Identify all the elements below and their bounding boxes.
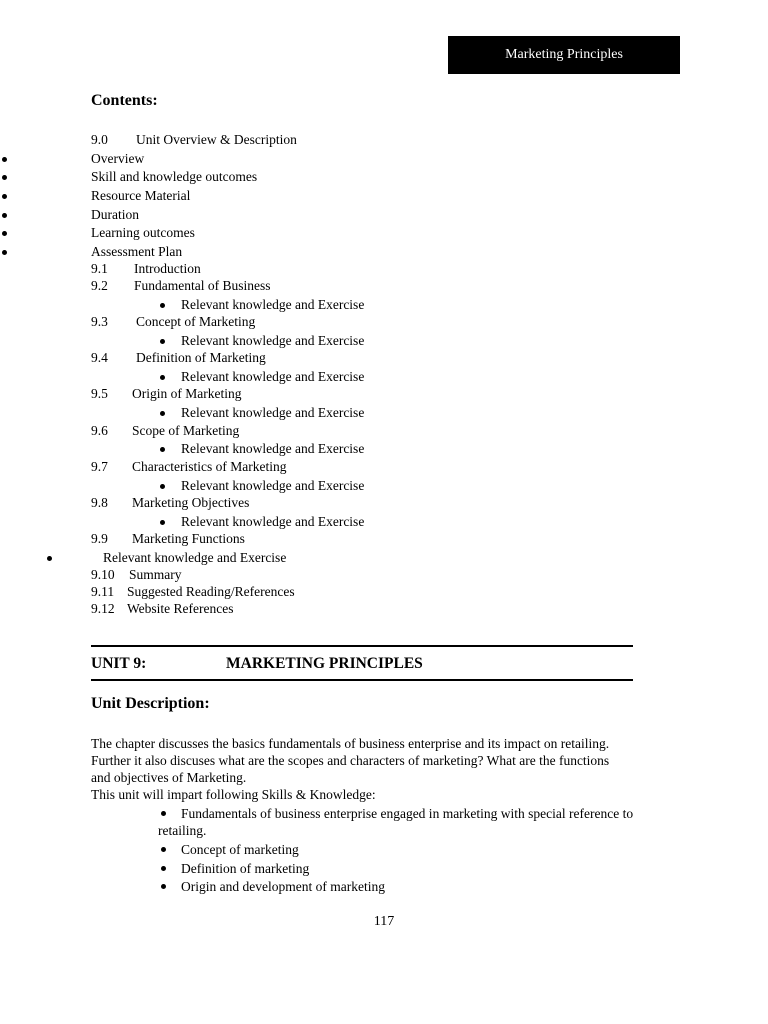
toc-section bbox=[91, 458, 286, 476]
toc-number: 9.5 bbox=[91, 386, 108, 401]
toc-section bbox=[91, 277, 271, 295]
toc-bullet-item: Overview bbox=[91, 151, 145, 166]
skill-text: Origin and development of marketing bbox=[181, 879, 385, 894]
bullet-icon bbox=[2, 194, 7, 199]
toc-bullet-item: Skill and knowledge outcomes bbox=[91, 169, 258, 184]
bullet-icon bbox=[161, 884, 166, 889]
toc-number: 9.3 bbox=[91, 314, 108, 329]
toc-number: 9.10 bbox=[91, 567, 115, 582]
toc-number: 9.6 bbox=[91, 423, 108, 438]
bullet-icon bbox=[161, 811, 166, 816]
toc-section bbox=[91, 494, 249, 512]
toc-number: 9.11 bbox=[91, 584, 115, 599]
toc-sub-item: Relevant knowledge and Exercise bbox=[181, 297, 365, 312]
toc-number: 9.4 bbox=[91, 350, 108, 365]
toc-sub-item: Relevant knowledge and Exercise bbox=[181, 514, 365, 529]
bullet-icon bbox=[160, 339, 165, 344]
toc-label: Definition of Marketing bbox=[136, 350, 266, 365]
toc-label: Characteristics of Marketing bbox=[132, 459, 287, 474]
toc-sub-item: Relevant knowledge and Exercise bbox=[181, 333, 365, 348]
bullet-icon bbox=[160, 375, 165, 380]
bullet-icon bbox=[160, 520, 165, 525]
toc-bullet-item: Duration bbox=[91, 207, 139, 222]
toc-section bbox=[91, 583, 295, 601]
description-line: Further it also discuses what are the scopes and characters of marketing? What are the functions bbox=[91, 753, 610, 768]
toc-label: Fundamental of Business bbox=[134, 278, 271, 293]
unit-title bbox=[91, 655, 423, 673]
running-header bbox=[448, 36, 680, 74]
bullet-icon bbox=[160, 411, 165, 416]
toc-label: Suggested Reading/References bbox=[127, 584, 295, 599]
toc-label: Unit Overview & Description bbox=[136, 132, 297, 147]
toc-sub-item: Relevant knowledge and Exercise bbox=[181, 441, 365, 456]
skill-item bbox=[158, 841, 678, 858]
toc-section bbox=[91, 385, 241, 403]
bullet-icon bbox=[2, 175, 7, 180]
description-paragraph bbox=[91, 735, 678, 803]
unit-description-heading: Unit Description: bbox=[91, 695, 210, 712]
toc-section bbox=[91, 530, 245, 548]
toc-label: Summary bbox=[129, 567, 182, 582]
toc-bullet-item: Resource Material bbox=[91, 188, 191, 203]
toc-bullet-item: Assessment Plan bbox=[91, 244, 183, 259]
toc-number: 9.9 bbox=[91, 531, 108, 546]
toc-label: Scope of Marketing bbox=[132, 423, 240, 438]
toc-label: Concept of Marketing bbox=[136, 314, 256, 329]
toc-number: 9.0 bbox=[91, 132, 108, 147]
bullet-icon bbox=[2, 213, 7, 218]
toc-number: 9.1 bbox=[91, 261, 108, 276]
page-number: 117 bbox=[373, 914, 395, 929]
toc-label: Marketing Functions bbox=[132, 531, 245, 546]
bullet-icon bbox=[2, 157, 7, 162]
toc-sub-item: Relevant knowledge and Exercise bbox=[181, 405, 365, 420]
toc-unit-overview bbox=[91, 131, 297, 149]
toc-label: Introduction bbox=[134, 261, 201, 276]
toc-section bbox=[91, 566, 182, 584]
skill-item bbox=[158, 860, 678, 877]
toc-bullet-item: Learning outcomes bbox=[91, 225, 195, 240]
skill-item bbox=[158, 805, 678, 839]
toc-number: 9.8 bbox=[91, 495, 108, 510]
toc-bullet-item: Relevant knowledge and Exercise bbox=[103, 550, 287, 565]
toc-label: Website References bbox=[127, 601, 234, 616]
bullet-icon bbox=[2, 250, 7, 255]
bullet-icon bbox=[161, 866, 166, 871]
bullet-icon bbox=[2, 231, 7, 236]
toc-number: 9.2 bbox=[91, 278, 108, 293]
skill-text: Concept of marketing bbox=[181, 842, 299, 857]
skill-text: Fundamentals of business enterprise engaged in marketing with special reference to retailing. bbox=[158, 806, 634, 838]
description-line: The chapter discusses the basics fundamentals of business enterprise and its impact on retailing. bbox=[91, 736, 610, 751]
description-intro: This unit will impart following Skills & Knowledge: bbox=[91, 787, 376, 802]
running-header-title: Marketing Principles bbox=[505, 47, 623, 62]
bullet-icon bbox=[160, 303, 165, 308]
bullet-icon bbox=[160, 447, 165, 452]
skill-item bbox=[158, 878, 678, 895]
divider bbox=[91, 645, 633, 647]
contents-heading: Contents: bbox=[91, 92, 158, 109]
description-line: and objectives of Marketing. bbox=[91, 770, 247, 785]
bullet-icon bbox=[47, 556, 52, 561]
unit-name: MARKETING PRINCIPLES bbox=[226, 655, 423, 672]
toc-label: Marketing Objectives bbox=[132, 495, 250, 510]
toc-section bbox=[91, 600, 233, 618]
toc-section bbox=[91, 313, 255, 331]
divider bbox=[91, 679, 633, 681]
toc-sub-item: Relevant knowledge and Exercise bbox=[181, 478, 365, 493]
toc-sub-item: Relevant knowledge and Exercise bbox=[181, 369, 365, 384]
skill-text: Definition of marketing bbox=[181, 861, 310, 876]
toc-number: 9.7 bbox=[91, 459, 108, 474]
toc-section bbox=[91, 349, 266, 367]
toc-section bbox=[91, 260, 201, 278]
bullet-icon bbox=[160, 484, 165, 489]
toc-label: Origin of Marketing bbox=[132, 386, 242, 401]
bullet-icon bbox=[161, 847, 166, 852]
toc-section bbox=[91, 422, 239, 440]
unit-number: UNIT 9: bbox=[91, 655, 147, 672]
toc-number: 9.12 bbox=[91, 601, 115, 616]
